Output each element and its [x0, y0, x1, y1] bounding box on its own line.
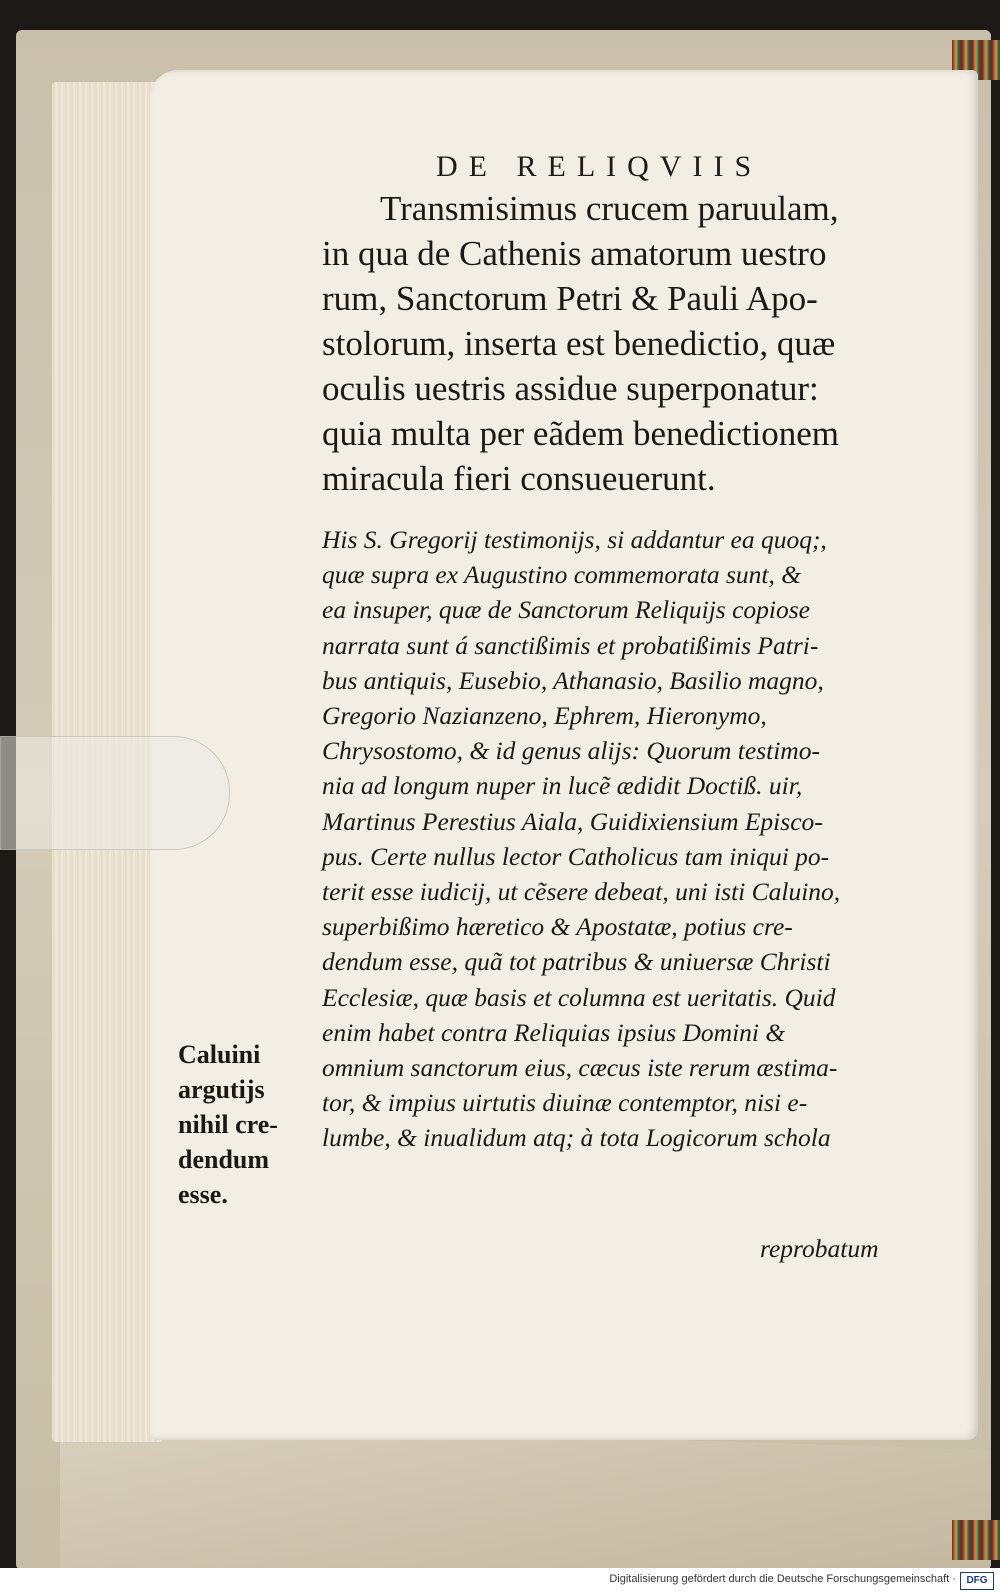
body-line: quæ supra ex Augustino commemorata sunt, & — [322, 560, 802, 590]
margin-note — [178, 1037, 308, 1212]
body-line: enim habet contra Reliquias ipsius Domini & — [322, 1017, 786, 1047]
body-line: tor, & impius uirtutis diuinæ contemptor, nisi e- — [322, 1088, 808, 1118]
body-line: lumbe, & inualidum atq; à tota Logicorum schola — [322, 1123, 831, 1153]
body-line: bus antiquis, Eusebio, Athanasio, Basilio magno, — [322, 665, 824, 695]
headband-bottom — [952, 1520, 1000, 1560]
page-clip — [0, 736, 230, 850]
body-line: Chrysostomo, & id genus alijs: Quorum testimo- — [322, 736, 820, 766]
main-text-block — [322, 186, 932, 501]
running-header: DE RELIQVIIS — [436, 150, 763, 183]
margin-note-line: nihil cre- — [178, 1110, 278, 1139]
italic-body-block — [322, 522, 922, 1156]
main-text-line: Transmisimus crucem paruulam, — [380, 189, 839, 228]
main-text-line: quia multa per eãdem benedictionem — [322, 414, 840, 453]
body-line: terit esse iudicij, ut cẽsere debeat, uni isti Caluino, — [322, 877, 841, 907]
margin-note-line: Caluini — [178, 1040, 261, 1069]
catchword: reprobatum — [760, 1234, 879, 1263]
body-line: Martinus Perestius Aiala, Guidixiensium Episco- — [322, 806, 823, 836]
footer-credit: Digitalisierung gefördert durch die Deutsche Forschungsgemeinschaft · — [609, 1573, 956, 1585]
body-line: superbißimo hæretico & Apostatæ, potius cre- — [322, 912, 793, 942]
margin-note-line: dendum — [178, 1145, 270, 1174]
body-line: omnium sanctorum eius, cæcus iste rerum æstima- — [322, 1053, 838, 1083]
body-line: narrata sunt á sanctißimis et probatißimis Patri- — [322, 630, 819, 660]
body-line: pus. Certe nullus lector Catholicus tam iniqui po- — [322, 841, 830, 871]
body-line: nia ad longum nuper in lucẽ ædidit Doctiß. uir, — [322, 771, 803, 801]
main-text-line: in qua de Cathenis amatorum uestro — [322, 234, 827, 273]
margin-note-line: argutijs — [178, 1075, 265, 1104]
body-line: Ecclesiæ, quæ basis et columna est ueritatis. Quid — [322, 982, 836, 1012]
main-text-line: stolorum, inserta est benedictio, quæ — [322, 324, 836, 363]
body-line: His S. Gregorij testimonijs, si addantur ea quoq;, — [322, 525, 827, 554]
main-text-line: miracula fieri consueuerunt. — [322, 459, 716, 498]
main-text-line: rum, Sanctorum Petri & Pauli Apo- — [322, 279, 818, 318]
dfg-logo: DFG — [960, 1572, 994, 1590]
body-line: dendum esse, quã tot patribus & uniuersæ Christi — [322, 947, 831, 977]
footer-bar — [0, 1568, 1000, 1594]
main-text-line: oculis uestris assidue superponatur: — [322, 369, 819, 408]
body-line: ea insuper, quæ de Sanctorum Reliquijs copiose — [322, 595, 810, 625]
body-line: Gregorio Nazianzeno, Ephrem, Hieronymo, — [322, 701, 767, 731]
margin-note-line: esse. — [178, 1180, 228, 1209]
